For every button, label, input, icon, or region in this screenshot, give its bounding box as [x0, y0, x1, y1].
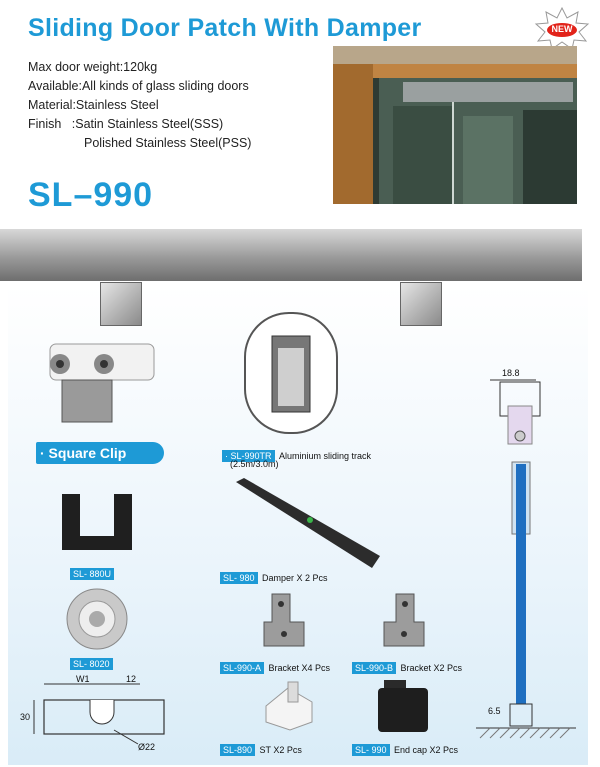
square-clip-label: · Square Clip: [36, 442, 164, 464]
section-drawing: [476, 366, 586, 761]
st-part-image: [262, 678, 318, 732]
dim-22: Ø22: [138, 742, 156, 752]
new-badge: [534, 6, 590, 50]
st-caption: [220, 740, 302, 758]
st-code: SL-890: [220, 744, 255, 756]
model-number: SL–990: [28, 176, 154, 214]
new-badge-label: NEW: [551, 24, 573, 34]
dim-30: 30: [20, 712, 31, 722]
track-profile-image: [244, 312, 338, 434]
spec-material: Material:Stainless Steel: [28, 98, 159, 112]
bracket-b-caption: [352, 658, 462, 676]
s8020-code: SL- 8020: [70, 658, 113, 670]
page-title: Sliding Door Patch With Damper: [28, 14, 422, 42]
bracket-a-desc: Bracket X4 Pcs: [268, 663, 331, 673]
bracket-a-image: [262, 592, 306, 648]
damper-image: [232, 478, 382, 574]
hole-dimension-drawing: [20, 672, 170, 762]
bracket-b-desc: Bracket X2 Pcs: [400, 663, 463, 673]
round-stopper-image: [62, 586, 132, 652]
end-cap-image: [372, 678, 436, 734]
bracket-b-code: SL-990-B: [352, 662, 396, 674]
track-code: · SL-990TR: [222, 450, 275, 462]
u880-code: SL- 880U: [70, 568, 114, 580]
damper-code: SL- 980: [220, 572, 258, 584]
track-desc-size: (2.5m/3.0m): [230, 459, 279, 469]
damper-desc: Damper X 2 Pcs: [261, 573, 328, 583]
end-cap-caption: [352, 740, 458, 758]
roller-assembly-image: [42, 330, 162, 425]
end-cap-code: SL- 990: [352, 744, 390, 756]
rail-bar: [0, 229, 582, 281]
dim-12: 12: [126, 674, 137, 684]
bracket-b-image: [382, 592, 426, 648]
bracket-a-code: SL-990-A: [220, 662, 264, 674]
spec-available: Available:All kinds of glass sliding doors: [28, 79, 249, 93]
spec-weight: Max door weight:120kg: [28, 60, 158, 74]
spec-finish-polished: Polished Stainless Steel(PSS): [84, 136, 252, 150]
end-cap-desc: End cap X2 Pcs: [393, 745, 459, 755]
product-photo: [333, 46, 577, 204]
dim-6-5: 6.5: [488, 706, 501, 716]
spec-finish: Finish :Satin Stainless Steel(SSS): [28, 117, 224, 131]
u-clip-image: [56, 484, 138, 554]
dim-w1: W1: [76, 674, 90, 684]
st-desc: ST X2 Pcs: [259, 745, 302, 755]
damper-caption: [220, 568, 328, 586]
dim-18-8: 18.8: [502, 368, 520, 378]
track-desc: Aluminium sliding track: [278, 451, 372, 461]
bracket-a-caption: [220, 658, 330, 676]
clip-left: [100, 282, 142, 326]
clip-right: [400, 282, 442, 326]
